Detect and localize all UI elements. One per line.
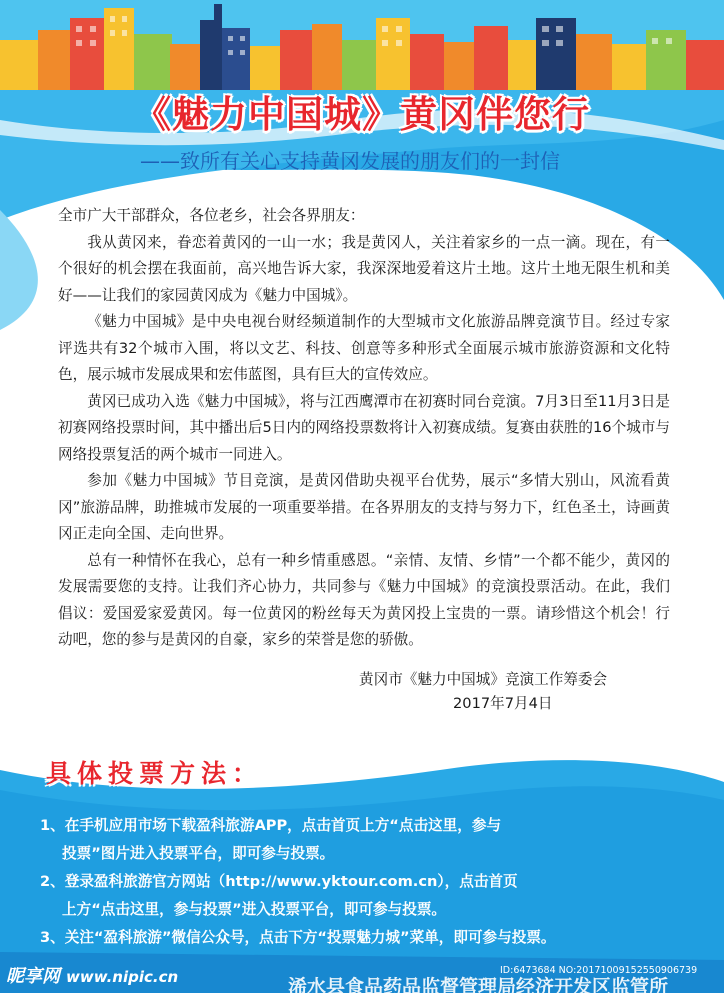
voting-methods-title: 具体投票方法： bbox=[46, 759, 264, 788]
letter-paragraph: 参加《魅力中国城》节目竞演，是黄冈借助央视平台优势，展示“多情大别山，风流看黄冈”旅游品牌，助推城市发展的一项重要举措。在各界朋友的支持与努力下，红色圣土，诗画黄冈正走向全国、走向世界。 bbox=[58, 472, 670, 542]
footer-organization: 浠水县食品药品监督管理局经济开发区监管所 bbox=[288, 976, 669, 998]
voting-methods-list bbox=[40, 812, 680, 952]
letter-paragraph: 黄冈已成功入选《魅力中国城》，将与江西鹰潭市在初赛时同台竞演。7月3日至11月3日是初赛网络投票时间，其中播出后5日内的网络投票数将计入初赛成绩。复赛由获胜的16个城市与网络投票复活的两个城市一同进入。 bbox=[58, 392, 670, 463]
voting-method-item-cont: 上方“点击这里，参与投票”进入投票平台，即可参与投票。 bbox=[62, 901, 447, 918]
letter-paragraph: 总有一种情怀在我心，总有一种乡情重感恩。“亲情、友情、乡情”一个都不能少，黄冈的发展需要您的支持。让我们齐心协力，共同参与《魅力中国城》的竞演投票活动。在此，我们倡议：爱国爱家爱黄冈。每一位黄冈的粉丝每天为黄冈投上宝贵的一票。请珍惜这个机会！行动吧，您的参与是黄冈的自豪，家乡的荣誉是您的骄傲。 bbox=[58, 551, 670, 648]
voting-method-item: 1、在手机应用市场下载盈科旅游APP，点击首页上方“点击这里，参与 bbox=[40, 817, 502, 834]
letter-paragraph: 我从黄冈来，眷恋着黄冈的一山一水；我是黄冈人，关注着家乡的一点一滴。现在，有一个很好的机会摆在我面前，高兴地告诉大家，我深深地爱着这片土地。这片土地无限生机和美好——让我们的家园黄冈成为《魅力中国城》。 bbox=[58, 233, 670, 304]
letter-date: 2017年7月4日 bbox=[453, 695, 553, 712]
letter-signature: 黄冈市《魅力中国城》竞演工作筹委会 bbox=[359, 671, 608, 688]
voting-method-item: 2、登录盈科旅游官方网站（http://www.yktour.com.cn），点击首页 bbox=[40, 873, 518, 890]
page-title: 《魅力中国城》黄冈伴您行 bbox=[134, 92, 590, 136]
voting-method-item-cont: 投票”图片进入投票平台，即可参与投票。 bbox=[62, 845, 335, 862]
city-skyline-banner bbox=[0, 0, 724, 90]
letter-paragraph: 《魅力中国城》是中央电视台财经频道制作的大型城市文化旅游品牌竞演节目。经过专家评选共有32个城市入围，将以文艺、科技、创意等多种形式全面展示城市旅游资源和文化特色，展示城市发展成果和宏伟蓝图，具有巨大的宣传效应。 bbox=[58, 313, 670, 383]
letter-greeting: 全市广大干部群众，各位老乡，社会各界朋友： bbox=[58, 207, 365, 224]
watermark-brand-name: 昵享网 bbox=[6, 966, 60, 987]
watermark-site: www.nipic.cn bbox=[66, 968, 179, 986]
voting-method-item: 3、关注“盈科旅游”微信公众号，点击下方“投票魅力城”菜单，即可参与投票。 bbox=[40, 929, 556, 946]
watermark-brand bbox=[6, 962, 178, 988]
open-letter bbox=[58, 203, 670, 654]
page-subtitle: ——致所有关心支持黄冈发展的朋友们的一封信 bbox=[140, 149, 560, 173]
watermark-id: ID:6473684 NO:20171009152550906739 bbox=[500, 965, 698, 976]
